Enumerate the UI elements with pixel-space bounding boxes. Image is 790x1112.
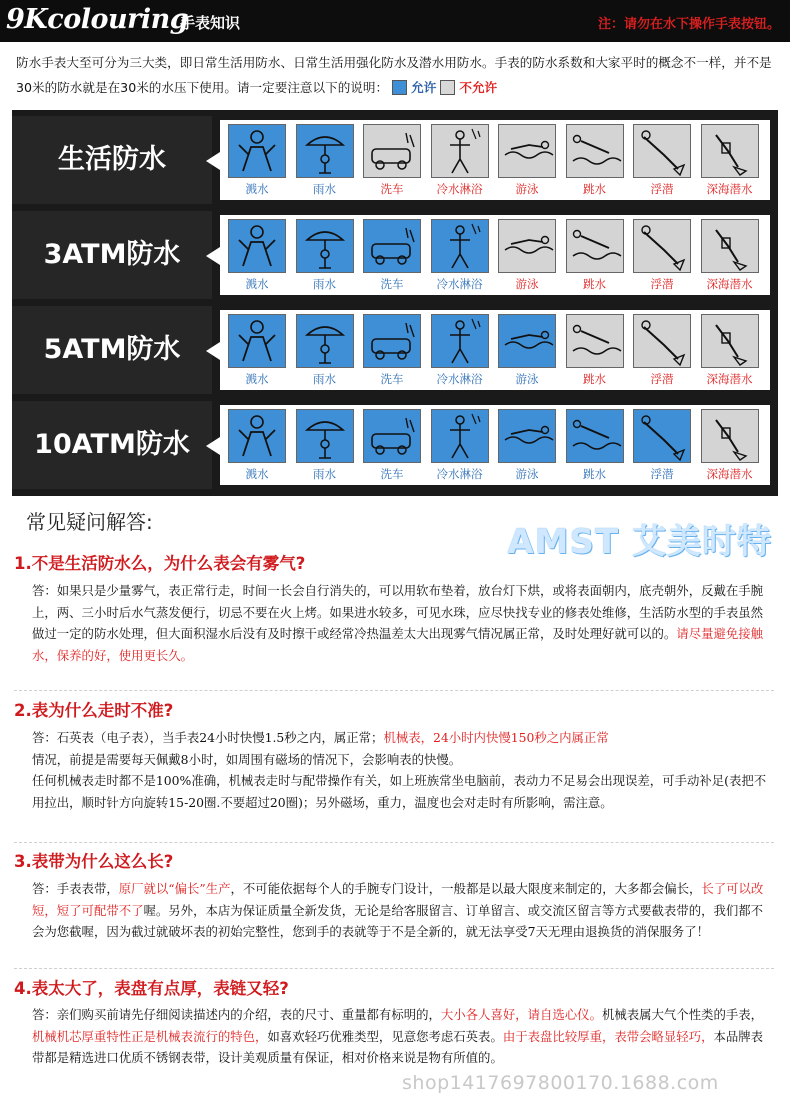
header-bar (0, 0, 790, 42)
activity-cell (361, 314, 423, 386)
activity-label: 游泳 (515, 372, 539, 386)
activity-label: 跳水 (583, 277, 606, 291)
intro-text: 防水手表大至可分为三大类，即日常生活用防水、日常生活用强化防水及潜水用防水。手表的防水系数和大家平时的概念不一样，并不是30米的防水就是在30米的水压下使用。请一定要注意以下的说明： (16, 55, 772, 95)
level-row (12, 401, 778, 489)
activity-label: 溅水 (245, 182, 269, 196)
divider (14, 842, 774, 843)
faq-question-4: 4.表太大了，表盘有点厚，表链又轻? (14, 979, 289, 998)
activity-label: 冷水淋浴 (436, 467, 483, 481)
faq-answer-3-highlight-b: 长了可以改短，短了可配带不了 (32, 881, 764, 918)
faq-answer-2 (32, 727, 770, 813)
activity-label: 溅水 (245, 277, 269, 291)
activity-label: 浮潜 (650, 182, 674, 196)
activity-cell (631, 219, 693, 291)
activity-cell (699, 219, 761, 291)
swimming-icon (498, 314, 556, 368)
activity-cell (294, 409, 356, 481)
activity-label: 跳水 (583, 182, 606, 196)
activity-label: 浮潜 (650, 372, 674, 386)
activity-label: 深海潜水 (706, 182, 753, 196)
activity-cell (564, 219, 626, 291)
faq-answer-2-text-c: 任何机械表走时都不是100%准确，机械表走时与配带操作有关，如上班族常坐电脑前，表动力不足易会出现误差，可手动补足(表把不用拉出，顺时针方向旋转15-20圈.不要超过20圈)；另外磁场，重力，温度也会对走时有所影响，需注意。 (32, 773, 767, 810)
snorkeling-icon (633, 314, 691, 368)
diving-icon (566, 219, 624, 273)
activity-cell (294, 219, 356, 291)
faq-answer-1-highlight: 请尽量避免接触水，保养的好，使用更长久。 (32, 626, 764, 663)
activity-label: 游泳 (515, 182, 539, 196)
activity-label: 游泳 (515, 467, 539, 481)
splash-icon (228, 409, 286, 463)
faq-answer-4-text-a: 答：亲们购买前请先仔细阅读描述内的介绍，表的尺寸、重量都有标明的， (32, 1007, 441, 1022)
activity-cell (496, 314, 558, 386)
faq-answer-1-text: 答：如果只是少量雾气，表正常行走，时间一长会自行消失的，可以用软布垫着，放台灯下烘，或将表面朝内，底壳朝外，反戴在手腕上，两、三小时后水气蒸发便行，切忌不要在火上烤。如果进水较多，可见水珠，应尽快找专业的修表处维修，生活防水型的手表虽然做过一定的防水处理，但大面积湿水后没有及时擦干或经常冷热温差太大出现雾气情况属正常，及时处理好就可以的。 (32, 583, 764, 641)
snorkeling-icon (633, 124, 691, 178)
activity-cell (429, 314, 491, 386)
splash-icon (228, 219, 286, 273)
shower-icon (431, 219, 489, 273)
pointer-arrow-icon (206, 437, 220, 455)
activity-cell (631, 124, 693, 196)
snorkeling-icon (633, 409, 691, 463)
brand-logo: 9Kcolouring (6, 4, 189, 35)
diving-icon (566, 124, 624, 178)
activity-cell (564, 314, 626, 386)
deep-sea-diving-icon (701, 124, 759, 178)
activity-label: 雨水 (313, 372, 336, 386)
activity-label: 深海潜水 (706, 277, 753, 291)
faq-answer-4-text-b: 机械表属大气个性类的手表， (601, 1007, 764, 1022)
activity-label: 浮潜 (650, 467, 674, 481)
header-subtitle: 手表知识 (180, 14, 241, 32)
faq-answer-3-text-a: 答：手表表带， (32, 881, 119, 896)
activity-cell (699, 124, 761, 196)
diving-icon (566, 409, 624, 463)
activity-panel (220, 120, 770, 200)
car-wash-icon (363, 124, 421, 178)
faq-answer-4 (32, 1004, 770, 1069)
activity-label: 冷水淋浴 (436, 182, 483, 196)
swimming-icon (498, 409, 556, 463)
activity-cell (496, 409, 558, 481)
shower-icon (431, 314, 489, 368)
activity-label: 溅水 (245, 372, 269, 386)
rain-icon (296, 314, 354, 368)
level-label: 10ATM防水 (12, 401, 212, 489)
level-label: 3ATM防水 (12, 211, 212, 299)
activity-cell (631, 314, 693, 386)
pointer-arrow-icon (206, 247, 220, 265)
splash-icon (228, 314, 286, 368)
activity-cell (429, 409, 491, 481)
water-resistance-chart (12, 110, 778, 496)
pointer-arrow-icon (206, 342, 220, 360)
activity-label: 雨水 (313, 467, 336, 481)
activity-label: 游泳 (515, 277, 539, 291)
activity-cell (699, 409, 761, 481)
car-wash-icon (363, 219, 421, 273)
faq-answer-3-text-b: ，不可能依据每个人的手腕专门设计，一般都是以最大限度来制定的，大多都会偏长， (230, 881, 702, 896)
activity-cell (294, 124, 356, 196)
activity-label: 跳水 (583, 372, 606, 386)
car-wash-icon (363, 409, 421, 463)
faq-answer-4-highlight-c: 由于表盘比较厚重，表带会略显轻巧， (502, 1028, 714, 1044)
activity-label: 冷水淋浴 (436, 372, 483, 386)
faq-answer-4-highlight-b: 机械机芯厚重特性正是机械表流行的特色， (32, 1028, 268, 1044)
faq-answer-2-text-b: 情况，前提是需要每天佩戴8小时，如周围有磁场的情况下，会影响表的快慢。 (32, 751, 462, 767)
divider (14, 968, 774, 969)
legend-allow-swatch (392, 80, 407, 95)
activity-cell (361, 124, 423, 196)
legend-deny-label: 不允许 (459, 80, 498, 95)
faq-answer-3-text-c: 喔。另外，本店为保证质量全新发货，无论是给客服留言、订单留言、或交流区留言等方式要截表带的，我们都不会为您截喔，因为截过就破坏表的初始完整性，您到手的表就等于不是全新的，就无法享受7天无理由退换货的消保服务了！ (32, 902, 764, 939)
activity-label: 跳水 (583, 467, 606, 481)
activity-cell (496, 219, 558, 291)
activity-cell (429, 219, 491, 291)
activity-cell (631, 409, 693, 481)
faq-answer-3-highlight-a: 原厂就以“偏长”生产 (118, 881, 231, 896)
rain-icon (296, 409, 354, 463)
faq-answer-4-highlight-a: 大小各人喜好，请自选心仪。 (440, 1007, 602, 1022)
pointer-arrow-icon (206, 152, 220, 170)
car-wash-icon (363, 314, 421, 368)
activity-panel (220, 310, 770, 390)
activity-label: 雨水 (313, 277, 336, 291)
activity-cell (564, 409, 626, 481)
divider (14, 690, 774, 691)
rain-icon (296, 219, 354, 273)
faq-answer-1 (32, 580, 770, 666)
level-label: 5ATM防水 (12, 306, 212, 394)
shower-icon (431, 124, 489, 178)
splash-icon (228, 124, 286, 178)
snorkeling-icon (633, 219, 691, 273)
activity-cell (564, 124, 626, 196)
swimming-icon (498, 219, 556, 273)
activity-label: 洗车 (380, 277, 404, 291)
deep-sea-diving-icon (701, 314, 759, 368)
shop-watermark: shop1417697800170.1688.com (402, 1072, 719, 1094)
diving-icon (566, 314, 624, 368)
deep-sea-diving-icon (701, 409, 759, 463)
level-label: 生活防水 (12, 116, 212, 204)
activity-label: 雨水 (313, 182, 336, 196)
activity-label: 冷水淋浴 (436, 277, 483, 291)
activity-cell (226, 124, 288, 196)
shower-icon (431, 409, 489, 463)
activity-label: 深海潜水 (706, 372, 753, 386)
faq-title: 常见疑问解答: (26, 510, 153, 534)
faq-question-3: 3.表带为什么这么长? (14, 852, 174, 871)
activity-label: 溅水 (245, 467, 269, 481)
activity-cell (496, 124, 558, 196)
activity-cell (294, 314, 356, 386)
faq-answer-4-text-d: 本品牌表带都是精选进口优质不锈钢表带，设计美观质量有保证，相对价格来说是物有所值的。 (32, 1028, 764, 1065)
activity-cell (699, 314, 761, 386)
activity-cell (226, 409, 288, 481)
level-row (12, 116, 778, 204)
activity-panel (220, 405, 770, 485)
level-row (12, 211, 778, 299)
faq-answer-2-text-a: 答：石英表（电子表），当手表24小时快慢1.5秒之内，属正常； (32, 730, 384, 745)
faq-answer-4-text-c: 如喜欢轻巧优雅类型，见意您考虑石英表。 (267, 1028, 503, 1044)
activity-label: 洗车 (380, 182, 404, 196)
faq-question-1: 1.不是生活防水么，为什么表会有雾气? (14, 554, 306, 573)
activity-label: 洗车 (380, 372, 404, 386)
legend-allow-label: 允许 (411, 80, 437, 95)
activity-cell (429, 124, 491, 196)
level-row (12, 306, 778, 394)
faq-answer-3 (32, 878, 770, 943)
activity-label: 浮潜 (650, 277, 674, 291)
faq-question-2: 2.表为什么走时不准? (14, 701, 174, 720)
activity-cell (361, 409, 423, 481)
rain-icon (296, 124, 354, 178)
header-warning: 注：请勿在水下操作手表按钮。 (597, 17, 780, 32)
activity-cell (226, 314, 288, 386)
intro-paragraph (16, 50, 782, 100)
swimming-icon (498, 124, 556, 178)
legend-deny-swatch (440, 80, 455, 95)
brand-name: AMST 艾美时特 (507, 522, 772, 562)
activity-cell (361, 219, 423, 291)
activity-panel (220, 215, 770, 295)
activity-label: 洗车 (380, 467, 404, 481)
activity-cell (226, 219, 288, 291)
faq-answer-2-highlight: 机械表，24小时内快慢150秒之内属正常 (383, 730, 609, 745)
activity-label: 深海潜水 (706, 467, 753, 481)
deep-sea-diving-icon (701, 219, 759, 273)
